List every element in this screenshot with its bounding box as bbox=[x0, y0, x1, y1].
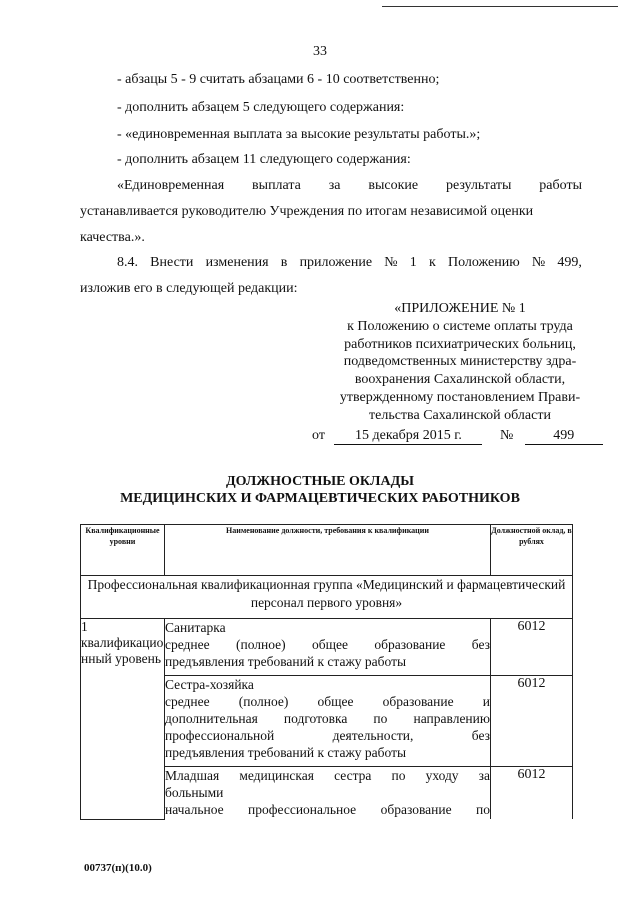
salary-table bbox=[80, 524, 573, 820]
word: № bbox=[531, 255, 546, 270]
word: среднее bbox=[165, 694, 210, 709]
word: № bbox=[384, 255, 398, 270]
word: подготовка bbox=[283, 711, 348, 726]
page-number: 33 bbox=[313, 44, 327, 59]
appendix-number: 499 bbox=[525, 428, 603, 445]
paragraph-4: - дополнить абзацем 11 следующего содержания: bbox=[117, 152, 411, 167]
paragraph-1: - абзацы 5 - 9 считать абзацами 6 - 10 соответственно; bbox=[117, 72, 440, 87]
level-text: квалификационный уровень bbox=[81, 635, 164, 666]
word: (полное) bbox=[236, 637, 286, 652]
word: деятельности, bbox=[332, 728, 414, 743]
word: высокие bbox=[368, 178, 419, 193]
word: работы bbox=[539, 178, 582, 193]
top-rule bbox=[382, 6, 618, 7]
table-heading-line-2: МЕДИЦИНСКИХ И ФАРМАЦЕВТИЧЕСКИХ РАБОТНИКОВ bbox=[120, 491, 520, 506]
word: 499, bbox=[557, 255, 582, 270]
table-header-row bbox=[81, 525, 573, 576]
word: дополнительная bbox=[165, 711, 258, 726]
requirement-line: предъявления требований к стажу работы bbox=[165, 745, 407, 760]
footer-document-code: 00737(п)(10.0) bbox=[84, 862, 152, 874]
requirement-line bbox=[165, 801, 490, 818]
word: уходу bbox=[425, 768, 459, 783]
position-cell bbox=[165, 767, 491, 820]
appendix-line: работников психиатрических больниц, bbox=[344, 336, 576, 352]
appendix-line: утвержденному постановлением Прави- bbox=[339, 389, 581, 405]
group-row bbox=[81, 576, 573, 619]
word: без bbox=[471, 637, 490, 652]
word: за bbox=[328, 178, 341, 193]
table-heading-line-1: ДОЛЖНОСТНЫЕ ОКЛАДЫ bbox=[226, 474, 414, 489]
word: 1 bbox=[409, 255, 417, 270]
salary-cell: 6012 bbox=[491, 619, 573, 676]
position-title: Сестра-хозяйка bbox=[165, 677, 254, 692]
appendix-line: тельства Сахалинской области bbox=[369, 407, 551, 423]
paragraph-3: - «единовременная выплата за высокие результаты работы.»; bbox=[117, 127, 481, 142]
word: медицинская bbox=[239, 768, 314, 783]
word: начальное bbox=[165, 802, 224, 817]
appendix-line: к Положению о системе оплаты труда bbox=[347, 318, 573, 334]
paragraph-5-line-3: качества.». bbox=[80, 230, 145, 245]
appendix-block bbox=[312, 300, 608, 425]
word: в bbox=[280, 255, 288, 270]
position-cell bbox=[165, 619, 491, 676]
word: изменения bbox=[205, 255, 269, 270]
qualification-level-cell bbox=[81, 619, 165, 820]
paragraph-5-line-1 bbox=[117, 178, 582, 194]
word: Положению bbox=[447, 255, 520, 270]
header-position-name: Наименование должности, требования к квалификации bbox=[165, 525, 491, 576]
appendix-title: «ПРИЛОЖЕНИЕ № 1 bbox=[394, 301, 526, 316]
word: «Единовременная bbox=[117, 178, 225, 193]
word: образование bbox=[380, 802, 452, 817]
position-title-line: больными bbox=[165, 785, 224, 800]
word: к bbox=[428, 255, 436, 270]
table-row bbox=[81, 619, 573, 676]
word: сестра bbox=[334, 768, 372, 783]
word: (полное) bbox=[238, 694, 289, 709]
salary-cell: 6012 bbox=[491, 767, 573, 820]
date-from-label: от bbox=[312, 428, 325, 443]
word: профессиональное bbox=[248, 802, 357, 817]
level-number: 1 bbox=[81, 619, 88, 634]
word: по bbox=[476, 802, 490, 817]
word: образование bbox=[382, 694, 454, 709]
word: за bbox=[478, 768, 490, 783]
word: среднее bbox=[165, 637, 210, 652]
word: Младшая bbox=[165, 768, 220, 783]
requirement-line bbox=[165, 636, 490, 653]
position-title-line bbox=[165, 767, 490, 784]
word: образование bbox=[374, 637, 446, 652]
word: по bbox=[391, 768, 406, 783]
word: направлению bbox=[413, 711, 490, 726]
position-cell bbox=[165, 676, 491, 767]
professional-group-title: Профессиональная квалификационная группа «Медицинский и фармацевтический персонал первого уровня» bbox=[81, 576, 573, 619]
word: приложение bbox=[299, 255, 373, 270]
number-label: № bbox=[499, 428, 514, 443]
header-salary: Должностной оклад, в рублях bbox=[491, 525, 573, 576]
word: Внести bbox=[150, 255, 194, 270]
paragraph-6-line-2: изложив его в следующей редакции: bbox=[80, 281, 298, 296]
appendix-line: воохранения Сахалинской области, bbox=[354, 372, 566, 388]
word: выплата bbox=[252, 178, 301, 193]
requirement-line: предъявления требований к стажу работы bbox=[165, 654, 407, 669]
requirement-line bbox=[165, 710, 490, 727]
word: общее bbox=[312, 637, 349, 652]
word: профессиональной bbox=[165, 728, 275, 743]
position-title: Санитарка bbox=[165, 620, 226, 635]
word: общее bbox=[317, 694, 354, 709]
requirement-line bbox=[165, 693, 490, 710]
word: 8.4. bbox=[117, 255, 138, 270]
appendix-line: подведомственных министерству здра- bbox=[343, 354, 577, 370]
requirement-line bbox=[165, 727, 490, 744]
appendix-date: 15 декабря 2015 г. bbox=[334, 428, 482, 445]
paragraph-5-line-2: устанавливается руководителю Учреждения по итогам независимой оценки bbox=[80, 204, 534, 219]
salary-cell: 6012 bbox=[491, 676, 573, 767]
word: и bbox=[482, 694, 490, 709]
header-qualification-levels: Квалификационные уровни bbox=[81, 525, 165, 576]
appendix-date-row bbox=[312, 428, 603, 445]
word: без bbox=[471, 728, 490, 743]
word: результаты bbox=[445, 178, 512, 193]
paragraph-2: - дополнить абзацем 5 следующего содержания: bbox=[117, 100, 405, 115]
paragraph-6-line-1 bbox=[117, 255, 582, 271]
word: по bbox=[373, 711, 388, 726]
